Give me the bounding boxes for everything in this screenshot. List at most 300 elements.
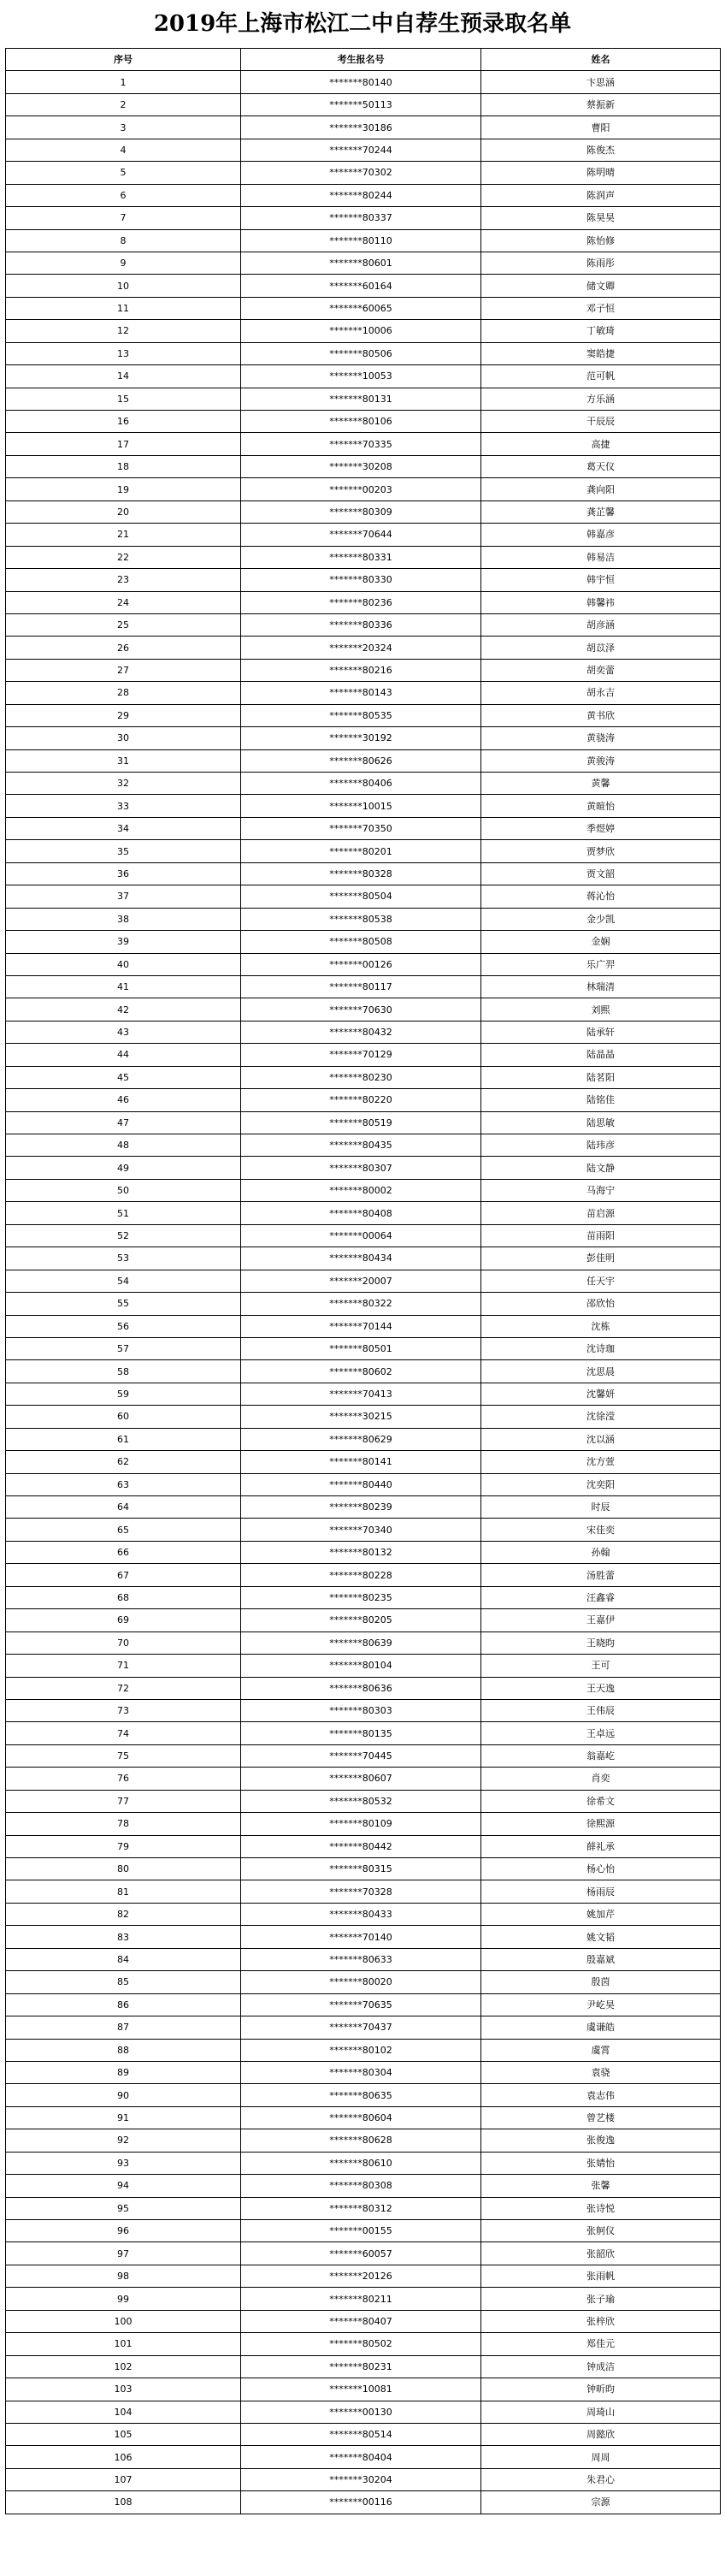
cell-name: 韩易洁	[481, 546, 721, 568]
cell-registration-number: *******00155	[241, 2220, 481, 2242]
cell-index: 33	[6, 795, 241, 817]
table-row	[6, 591, 721, 613]
table-row	[6, 569, 721, 591]
cell-index: 41	[6, 975, 241, 998]
table-row	[6, 320, 721, 342]
cell-registration-number: *******80104	[241, 1655, 481, 1677]
cell-index: 75	[6, 1744, 241, 1767]
cell-registration-number: *******80535	[241, 704, 481, 726]
cell-name: 刘熙	[481, 998, 721, 1021]
cell-registration-number: *******80309	[241, 500, 481, 523]
cell-index: 55	[6, 1293, 241, 1315]
cell-name: 时辰	[481, 1496, 721, 1519]
cell-registration-number: *******00126	[241, 953, 481, 975]
table-row	[6, 704, 721, 726]
cell-registration-number: *******30208	[241, 455, 481, 477]
cell-index: 102	[6, 2355, 241, 2378]
cell-index: 5	[6, 162, 241, 184]
cell-registration-number: *******70413	[241, 1383, 481, 1405]
table-row	[6, 1677, 721, 1699]
cell-name: 邓子恒	[481, 297, 721, 319]
cell-name: 金少凯	[481, 908, 721, 930]
table-row	[6, 931, 721, 953]
table-row	[6, 1202, 721, 1224]
cell-registration-number: *******00203	[241, 478, 481, 500]
table-row	[6, 2106, 721, 2129]
cell-index: 59	[6, 1383, 241, 1405]
cell-index: 108	[6, 2491, 241, 2514]
cell-name: 韩馨祎	[481, 591, 721, 613]
cell-registration-number: *******80201	[241, 840, 481, 862]
table-row	[6, 2197, 721, 2219]
cell-registration-number: *******70244	[241, 139, 481, 161]
table-row	[6, 2175, 721, 2197]
table-row	[6, 749, 721, 772]
cell-registration-number: *******70328	[241, 1880, 481, 1903]
cell-name: 黄骏涛	[481, 749, 721, 772]
cell-index: 77	[6, 1790, 241, 1812]
cell-index: 1	[6, 71, 241, 93]
table-row	[6, 2446, 721, 2468]
cell-index: 96	[6, 2220, 241, 2242]
cell-index: 18	[6, 455, 241, 477]
cell-name: 王晓昀	[481, 1631, 721, 1654]
table-row	[6, 1609, 721, 1631]
cell-name: 陈怡修	[481, 229, 721, 252]
cell-name: 陆文静	[481, 1157, 721, 1179]
table-row	[6, 1835, 721, 1857]
cell-index: 105	[6, 2423, 241, 2445]
cell-index: 25	[6, 613, 241, 636]
cell-name: 周琦山	[481, 2401, 721, 2423]
cell-registration-number: *******80312	[241, 2197, 481, 2219]
cell-registration-number: *******80433	[241, 1903, 481, 1925]
cell-name: 陆晶晶	[481, 1044, 721, 1066]
cell-index: 106	[6, 2446, 241, 2468]
cell-registration-number: *******80440	[241, 1473, 481, 1495]
cell-registration-number: *******80408	[241, 1202, 481, 1224]
table-row	[6, 2310, 721, 2332]
cell-index: 23	[6, 569, 241, 591]
cell-index: 45	[6, 1066, 241, 1088]
cell-index: 27	[6, 659, 241, 681]
cell-index: 56	[6, 1315, 241, 1337]
cell-index: 42	[6, 998, 241, 1021]
cell-name: 龚芷馨	[481, 500, 721, 523]
cell-name: 范可帆	[481, 365, 721, 388]
table-row	[6, 1744, 721, 1767]
cell-name: 干辰辰	[481, 411, 721, 433]
table-row	[6, 1383, 721, 1405]
cell-name: 黄骁涛	[481, 727, 721, 749]
table-row	[6, 1066, 721, 1088]
cell-index: 84	[6, 1948, 241, 1970]
cell-registration-number: *******70630	[241, 998, 481, 1021]
cell-name: 高捷	[481, 433, 721, 455]
cell-index: 67	[6, 1564, 241, 1586]
cell-index: 81	[6, 1880, 241, 1903]
cell-registration-number: *******10081	[241, 2378, 481, 2401]
cell-index: 100	[6, 2310, 241, 2332]
cell-index: 24	[6, 591, 241, 613]
cell-registration-number: *******80406	[241, 773, 481, 795]
cell-name: 陈明晴	[481, 162, 721, 184]
cell-registration-number: *******80532	[241, 1790, 481, 1812]
cell-registration-number: *******80628	[241, 2129, 481, 2152]
cell-name: 王卓远	[481, 1722, 721, 1744]
cell-name: 林瑞清	[481, 975, 721, 998]
cell-registration-number: *******70635	[241, 1993, 481, 2016]
table-row	[6, 637, 721, 659]
cell-index: 10	[6, 275, 241, 297]
cell-name: 苗启源	[481, 1202, 721, 1224]
table-row	[6, 1790, 721, 1812]
cell-index: 103	[6, 2378, 241, 2401]
cell-index: 12	[6, 320, 241, 342]
cell-registration-number: *******60057	[241, 2242, 481, 2265]
cell-registration-number: *******70340	[241, 1519, 481, 1541]
cell-name: 陆铭佳	[481, 1089, 721, 1111]
cell-index: 101	[6, 2333, 241, 2355]
table-row	[6, 388, 721, 410]
cell-registration-number: *******80504	[241, 885, 481, 908]
cell-registration-number: *******00116	[241, 2491, 481, 2514]
cell-name: 沈馨妍	[481, 1383, 721, 1405]
cell-index: 13	[6, 342, 241, 364]
cell-name: 黄馨	[481, 773, 721, 795]
table-row	[6, 1655, 721, 1677]
cell-registration-number: *******80629	[241, 1428, 481, 1450]
cell-name: 张馨	[481, 2175, 721, 2197]
cell-name: 苗雨阳	[481, 1224, 721, 1247]
header-registration-number: 考生报名号	[241, 49, 481, 71]
cell-registration-number: *******80216	[241, 659, 481, 681]
cell-name: 贾文韶	[481, 862, 721, 885]
cell-registration-number: *******80235	[241, 1586, 481, 1608]
cell-name: 蒋沁怡	[481, 885, 721, 908]
table-row	[6, 139, 721, 161]
cell-name: 张俊逸	[481, 2129, 721, 2152]
cell-registration-number: *******80315	[241, 1858, 481, 1880]
cell-name: 王伟辰	[481, 1699, 721, 1721]
table-row	[6, 1903, 721, 1925]
table-row	[6, 184, 721, 206]
cell-name: 邵欣怡	[481, 1293, 721, 1315]
table-row	[6, 1564, 721, 1586]
cell-name: 卞思涵	[481, 71, 721, 93]
cell-registration-number: *******10006	[241, 320, 481, 342]
cell-registration-number: *******10015	[241, 795, 481, 817]
cell-registration-number: *******80508	[241, 931, 481, 953]
cell-registration-number: *******80604	[241, 2106, 481, 2129]
cell-name: 薛礼承	[481, 1835, 721, 1857]
cell-registration-number: *******80307	[241, 1157, 481, 1179]
cell-registration-number: *******80117	[241, 975, 481, 998]
table-row	[6, 229, 721, 252]
cell-name: 袁志伟	[481, 2084, 721, 2106]
cell-name: 张舸仪	[481, 2220, 721, 2242]
cell-registration-number: *******80330	[241, 569, 481, 591]
cell-index: 80	[6, 1858, 241, 1880]
cell-registration-number: *******80435	[241, 1134, 481, 1157]
cell-registration-number: *******70350	[241, 817, 481, 839]
cell-name: 杨雨辰	[481, 1880, 721, 1903]
cell-registration-number: *******80501	[241, 1337, 481, 1359]
cell-index: 44	[6, 1044, 241, 1066]
table-body	[6, 71, 721, 2514]
cell-index: 48	[6, 1134, 241, 1157]
cell-name: 沈诗珈	[481, 1337, 721, 1359]
cell-registration-number: *******80135	[241, 1722, 481, 1744]
table-row	[6, 2084, 721, 2106]
table-row	[6, 953, 721, 975]
cell-index: 98	[6, 2265, 241, 2287]
cell-registration-number: *******80303	[241, 1699, 481, 1721]
table-row	[6, 773, 721, 795]
cell-name: 沈徐滢	[481, 1406, 721, 1428]
cell-name: 姚加芹	[481, 1903, 721, 1925]
cell-name: 周周	[481, 2446, 721, 2468]
cell-index: 58	[6, 1360, 241, 1383]
cell-name: 虞霄	[481, 2039, 721, 2061]
table-row	[6, 433, 721, 455]
cell-name: 陆玮彦	[481, 1134, 721, 1157]
table-row	[6, 478, 721, 500]
cell-name: 季煜婷	[481, 817, 721, 839]
cell-registration-number: *******80143	[241, 682, 481, 704]
cell-registration-number: *******80308	[241, 2175, 481, 2197]
table-row	[6, 1880, 721, 1903]
cell-name: 宗源	[481, 2491, 721, 2514]
cell-name: 方乐涵	[481, 388, 721, 410]
cell-index: 88	[6, 2039, 241, 2061]
cell-name: 王嘉伊	[481, 1609, 721, 1631]
cell-registration-number: *******80106	[241, 411, 481, 433]
table-row	[6, 862, 721, 885]
cell-index: 26	[6, 637, 241, 659]
cell-name: 姚文韬	[481, 1926, 721, 1948]
cell-registration-number: *******70644	[241, 524, 481, 546]
cell-index: 73	[6, 1699, 241, 1721]
table-row	[6, 1473, 721, 1495]
cell-registration-number: *******20324	[241, 637, 481, 659]
cell-registration-number: *******80220	[241, 1089, 481, 1111]
cell-name: 陆承轩	[481, 1021, 721, 1043]
table-row	[6, 342, 721, 364]
cell-index: 107	[6, 2468, 241, 2490]
cell-index: 40	[6, 953, 241, 975]
cell-registration-number: *******80336	[241, 613, 481, 636]
cell-registration-number: *******80639	[241, 1631, 481, 1654]
cell-registration-number: *******80331	[241, 546, 481, 568]
table-row	[6, 1315, 721, 1337]
cell-name: 彭佳明	[481, 1247, 721, 1270]
cell-name: 丁敏琦	[481, 320, 721, 342]
cell-index: 7	[6, 207, 241, 229]
cell-registration-number: *******80236	[241, 591, 481, 613]
cell-name: 张诗悦	[481, 2197, 721, 2219]
table-row	[6, 1926, 721, 1948]
cell-registration-number: *******80211	[241, 2288, 481, 2310]
cell-registration-number: *******80601	[241, 252, 481, 274]
table-row	[6, 1496, 721, 1519]
cell-index: 65	[6, 1519, 241, 1541]
cell-index: 3	[6, 116, 241, 139]
table-row	[6, 1179, 721, 1201]
table-row	[6, 1586, 721, 1608]
cell-registration-number: *******70144	[241, 1315, 481, 1337]
table-row	[6, 795, 721, 817]
cell-index: 79	[6, 1835, 241, 1857]
cell-index: 21	[6, 524, 241, 546]
cell-index: 69	[6, 1609, 241, 1631]
table-row	[6, 1157, 721, 1179]
table-row	[6, 1111, 721, 1134]
cell-name: 钟昕昀	[481, 2378, 721, 2401]
cell-name: 黄暄怡	[481, 795, 721, 817]
table-row	[6, 1270, 721, 1292]
table-row	[6, 1948, 721, 1970]
cell-name: 翁嘉屹	[481, 1744, 721, 1767]
cell-index: 97	[6, 2242, 241, 2265]
cell-registration-number: *******20126	[241, 2265, 481, 2287]
cell-registration-number: *******70129	[241, 1044, 481, 1066]
cell-index: 29	[6, 704, 241, 726]
cell-index: 22	[6, 546, 241, 568]
table-row	[6, 682, 721, 704]
cell-registration-number: *******80434	[241, 1247, 481, 1270]
cell-index: 82	[6, 1903, 241, 1925]
table-row	[6, 1993, 721, 2016]
cell-registration-number: *******30215	[241, 1406, 481, 1428]
cell-name: 张婧怡	[481, 2152, 721, 2174]
admission-table	[5, 48, 721, 2514]
cell-index: 90	[6, 2084, 241, 2106]
table-row	[6, 1699, 721, 1721]
table-row	[6, 1224, 721, 1247]
cell-name: 张子瑜	[481, 2288, 721, 2310]
cell-index: 35	[6, 840, 241, 862]
cell-index: 15	[6, 388, 241, 410]
cell-index: 89	[6, 2061, 241, 2083]
table-row	[6, 1541, 721, 1563]
cell-index: 31	[6, 749, 241, 772]
cell-name: 陆茗阳	[481, 1066, 721, 1088]
cell-index: 2	[6, 93, 241, 115]
table-row	[6, 275, 721, 297]
cell-registration-number: *******80140	[241, 71, 481, 93]
cell-registration-number: *******80228	[241, 1564, 481, 1586]
table-row	[6, 411, 721, 433]
cell-registration-number: *******80244	[241, 184, 481, 206]
table-row	[6, 1406, 721, 1428]
cell-name: 王可	[481, 1655, 721, 1677]
cell-name: 胡彦涵	[481, 613, 721, 636]
cell-index: 54	[6, 1270, 241, 1292]
table-row	[6, 162, 721, 184]
cell-name: 袁骁	[481, 2061, 721, 2083]
cell-index: 64	[6, 1496, 241, 1519]
table-row	[6, 975, 721, 998]
table-row	[6, 2355, 721, 2378]
cell-registration-number: *******00064	[241, 1224, 481, 1247]
cell-index: 50	[6, 1179, 241, 1201]
cell-index: 63	[6, 1473, 241, 1495]
cell-registration-number: *******80607	[241, 1768, 481, 1790]
cell-index: 92	[6, 2129, 241, 2152]
cell-registration-number: *******80514	[241, 2423, 481, 2445]
cell-registration-number: *******60065	[241, 297, 481, 319]
cell-index: 37	[6, 885, 241, 908]
cell-index: 4	[6, 139, 241, 161]
cell-registration-number: *******80205	[241, 1609, 481, 1631]
cell-registration-number: *******80132	[241, 1541, 481, 1563]
table-row	[6, 1360, 721, 1383]
cell-registration-number: *******70437	[241, 2016, 481, 2039]
cell-name: 虞谦皓	[481, 2016, 721, 2039]
cell-index: 19	[6, 478, 241, 500]
table-row	[6, 1089, 721, 1111]
table-row	[6, 885, 721, 908]
cell-registration-number: *******80231	[241, 2355, 481, 2378]
cell-name: 张韶欣	[481, 2242, 721, 2265]
table-row	[6, 524, 721, 546]
cell-name: 朱君心	[481, 2468, 721, 2490]
cell-name: 陈昊昊	[481, 207, 721, 229]
table-row	[6, 998, 721, 1021]
header-name: 姓名	[481, 49, 721, 71]
cell-index: 93	[6, 2152, 241, 2174]
cell-index: 66	[6, 1541, 241, 1563]
table-row	[6, 207, 721, 229]
cell-name: 沈思晨	[481, 1360, 721, 1383]
cell-registration-number: *******80442	[241, 1835, 481, 1857]
cell-registration-number: *******80141	[241, 1451, 481, 1473]
table-row	[6, 93, 721, 115]
cell-index: 78	[6, 1813, 241, 1835]
table-row	[6, 297, 721, 319]
cell-registration-number: *******80633	[241, 1948, 481, 1970]
table-row	[6, 1247, 721, 1270]
cell-name: 杨心怡	[481, 1858, 721, 1880]
table-row	[6, 613, 721, 636]
cell-registration-number: *******70140	[241, 1926, 481, 1948]
cell-index: 85	[6, 1971, 241, 1993]
table-row	[6, 1519, 721, 1541]
cell-registration-number: *******80328	[241, 862, 481, 885]
table-row	[6, 2129, 721, 2152]
table-row	[6, 1134, 721, 1157]
table-row	[6, 1858, 721, 1880]
table-row	[6, 2220, 721, 2242]
cell-name: 沈栋	[481, 1315, 721, 1337]
table-row	[6, 2491, 721, 2514]
table-row	[6, 2016, 721, 2039]
cell-registration-number: *******80432	[241, 1021, 481, 1043]
table-row	[6, 1044, 721, 1066]
cell-index: 36	[6, 862, 241, 885]
cell-registration-number: *******70335	[241, 433, 481, 455]
cell-index: 71	[6, 1655, 241, 1677]
cell-index: 52	[6, 1224, 241, 1247]
cell-name: 葛天仪	[481, 455, 721, 477]
table-row	[6, 659, 721, 681]
table-row	[6, 727, 721, 749]
table-row	[6, 500, 721, 523]
cell-name: 汤胜蕾	[481, 1564, 721, 1586]
cell-name: 张雨帆	[481, 2265, 721, 2287]
cell-index: 99	[6, 2288, 241, 2310]
